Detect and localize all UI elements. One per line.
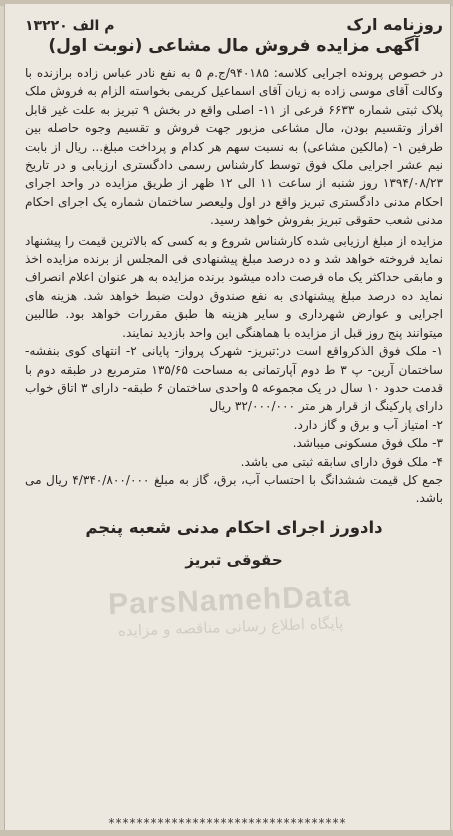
signer-title: دادورز اجرای احکام مدنی شعبه پنجم xyxy=(85,517,383,537)
newspaper-clipping xyxy=(4,4,451,832)
paragraph-2: مزایده از مبلغ ارزیابی شده کارشناس شروع و به کسی که بالاترین قیمت را پیشنهاد نماید فروخته خواهد شد و ده درصد مبلغ پیشنهادی فی المجلس از برنده مزایده اخذ و مابقی حداکثر یک ماه فرصت داده میشود برنده مزایده به هر عنوان اعلام انصراف نماید ده درصد مبلغ پیشنهادی به نفع صندوق دولت ضبط خواهد شد. هزینه های اجرایی و عوارض شهرداری و سایر هزینه ها طبق مقررات خواهد بود. طالبین میتوانند پنج روز قبل از مزایده با هماهنگی این واحد بازدید نمایند. xyxy=(25,233,443,340)
stars-separator: ********************************** xyxy=(108,816,347,830)
watermark-persian: پایگاه اطلاع رسانی مناقصه و مزایده xyxy=(117,614,344,640)
page-edge-bottom xyxy=(0,830,453,836)
signer-subtitle: حقوقی تبریز xyxy=(185,550,283,569)
notice-title: آگهی مزایده فروش مال مشاعی (نوبت اول) xyxy=(48,36,420,56)
total-price: جمع کل قیمت ششدانگ با احتساب آب، برق، گاز به مبلغ ۴/۳۴۰/۸۰۰/۰۰۰ ریال می باشد. xyxy=(25,472,443,506)
newspaper-name: روزنامه ارک xyxy=(346,15,443,34)
notice-body xyxy=(25,12,443,572)
item-1: ۱- ملک فوق الذکرواقع است در:تبریز- شهرک پرواز- پایانی ۲- انتهای کوی بنفشه- ساختمان آرین- پ ۳ ط دوم آپارتمانی به مساحت ۱۳۵/۶۵ مترمربع در طبقه دوم با قدمت حدود ۱۰ سال در یک مجموعه ۵ واحدی ساختمان ۶ طبقه- دارای ۳ اتاق خواب دارای پارکینگ از قرار هر متر ۳۲/۰۰۰/۰۰۰ ریال xyxy=(25,344,444,414)
watermark-latin: ParsNamehData xyxy=(107,579,352,622)
paragraph-1: در خصوص پرونده اجرایی کلاسه: ۹۴۰۱۸۵/ج.م ۵ به نفع نادر عباس زاده برازنده با وکالت آقای موسی زاده به زیان آقای اسماعیل کریمی بخواسته الزام به فروش ملک پلاک ثبتی شماره ۶۶۳۳ فرعی از ۱۱- اصلی واقع در بخش ۹ تبریز به علت غیر قابل افراز وتقسیم بودن، مال مشاعی مزبور جهت فروش و تقسیم وجوه حاصله بین طرفین ۱- (مالکین مشاعی) به نسبت سهم هر کدام و پرداخت مبلغ... ریال از بابت نیم عشر اجرایی ملک فوق توسط کارشناس رسمی دادگستری ارزیابی و در تاریخ ۱۳۹۴/۰۸/۲۳ روز شنبه از ساعت ۱۱ الی ۱۲ ظهر از طریق مزایده در واحد اجرای احکام مدنی دادگستری تبریز واقع در اول ولیعصر ساختمان شماره یک اجرای احکام مدنی شعب حقوقی تبریز بفروش خواهد رسید. xyxy=(25,66,444,228)
item-4: ۴- ملک فوق دارای سابقه ثبتی می باشد. xyxy=(240,454,443,469)
watermark xyxy=(74,579,386,642)
notice-serial: م الف ۱۳۲۲۰ xyxy=(25,18,115,34)
item-3: ۳- ملک فوق مسکونی میباشد. xyxy=(292,436,443,451)
item-2: ۲- امتیاز آب و برق و گاز دارد. xyxy=(293,417,443,432)
notice-header xyxy=(25,12,443,34)
